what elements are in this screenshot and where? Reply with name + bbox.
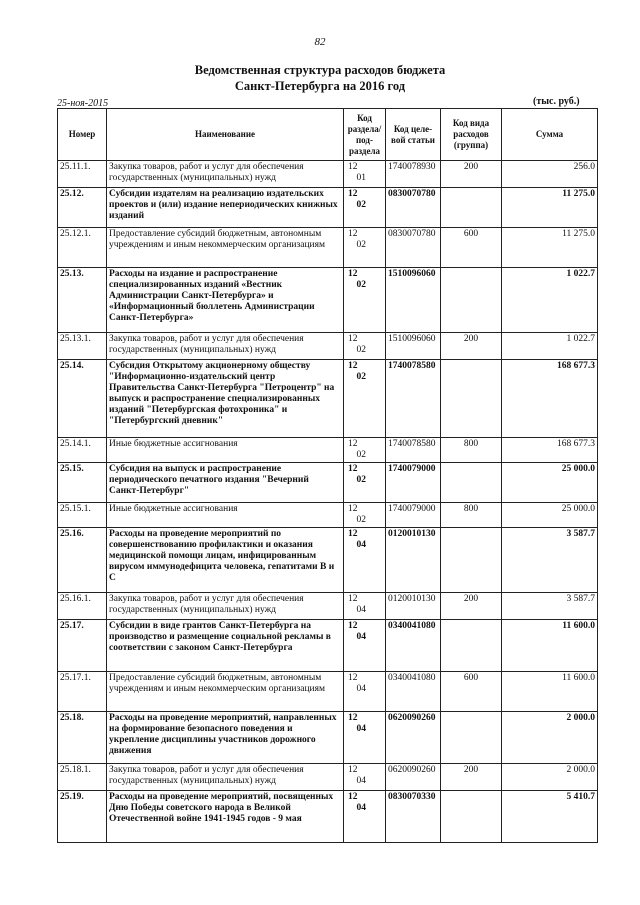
row-sum: 11 275.0 <box>502 228 598 268</box>
row-sec: 12 <box>348 792 358 802</box>
table-row <box>58 188 598 228</box>
row-article: 1740078580 <box>386 360 441 438</box>
row-sum: 5 410.7 <box>502 791 598 843</box>
row-sec: 12 <box>348 334 358 344</box>
row-section <box>344 438 386 463</box>
row-kind: 800 <box>441 503 502 528</box>
table-body <box>58 161 598 843</box>
row-num: 25.14.1. <box>58 438 107 463</box>
row-kind: 200 <box>441 764 502 791</box>
row-kind: 600 <box>441 228 502 268</box>
row-sum: 168 677.3 <box>502 360 598 438</box>
row-sub: 02 <box>356 475 366 485</box>
row-sub: 02 <box>356 240 366 250</box>
table-row <box>58 438 598 463</box>
row-kind <box>441 188 502 228</box>
row-section <box>344 791 386 843</box>
header-section: Код раздела/ под- раздела <box>344 109 386 161</box>
row-name: Закупка товаров, работ и услуг для обеспечения государственных (муниципальных) нужд <box>107 333 344 360</box>
document-date: 25-ноя-2015 <box>57 98 109 109</box>
table-row <box>58 228 598 268</box>
table-row <box>58 161 598 188</box>
row-sum: 11 275.0 <box>502 188 598 228</box>
row-kind <box>441 360 502 438</box>
row-section <box>344 712 386 764</box>
row-sub: 04 <box>356 724 366 734</box>
header-num: Номер <box>58 109 107 161</box>
row-sub: 04 <box>356 605 366 615</box>
row-section <box>344 764 386 791</box>
row-sub: 04 <box>356 776 366 786</box>
row-name: Закупка товаров, работ и услуг для обеспечения государственных (муниципальных) нужд <box>107 161 344 188</box>
row-num: 25.12.1. <box>58 228 107 268</box>
row-section <box>344 360 386 438</box>
row-sum: 1 022.7 <box>502 268 598 333</box>
row-kind <box>441 268 502 333</box>
row-num: 25.14. <box>58 360 107 438</box>
row-sub: 02 <box>356 345 366 355</box>
row-sec: 12 <box>348 713 358 723</box>
row-article: 1740078930 <box>386 161 441 188</box>
row-sum: 25 000.0 <box>502 463 598 503</box>
row-article: 0620090260 <box>386 712 441 764</box>
table-row <box>58 268 598 333</box>
row-name: Расходы на проведение мероприятий по совершенствованию профилактики и оказания медицинской помощи лицам, инфицированным вирусом иммунодефицита человека, гепатитами В и С <box>107 528 344 593</box>
row-sub: 04 <box>356 803 366 813</box>
header-article: Код целе- вой статьи <box>386 109 441 161</box>
row-article: 1740078580 <box>386 438 441 463</box>
row-article: 0620090260 <box>386 764 441 791</box>
row-sum: 3 587.7 <box>502 593 598 620</box>
row-sub: 02 <box>356 372 366 382</box>
row-article: 0830070330 <box>386 791 441 843</box>
row-sum: 2 000.0 <box>502 712 598 764</box>
row-num: 25.15. <box>58 463 107 503</box>
row-sum: 11 600.0 <box>502 620 598 672</box>
row-section <box>344 620 386 672</box>
row-num: 25.13. <box>58 268 107 333</box>
row-name: Иные бюджетные ассигнования <box>107 503 344 528</box>
row-sub: 02 <box>356 450 366 460</box>
row-num: 25.17. <box>58 620 107 672</box>
row-kind <box>441 791 502 843</box>
row-article: 0340041080 <box>386 672 441 712</box>
row-section <box>344 188 386 228</box>
document-title <box>0 62 640 94</box>
row-name: Субсидия на выпуск и распространение периодического печатного издания "Вечерний Санкт-Петербург" <box>107 463 344 503</box>
table-header <box>58 109 598 161</box>
row-name: Закупка товаров, работ и услуг для обеспечения государственных (муниципальных) нужд <box>107 764 344 791</box>
row-num: 25.19. <box>58 791 107 843</box>
row-num: 25.15.1. <box>58 503 107 528</box>
row-sub: 02 <box>356 200 366 210</box>
row-num: 25.18.1. <box>58 764 107 791</box>
row-name: Предоставление субсидий бюджетным, автономным учреждениям и иным некоммерческим организациям <box>107 228 344 268</box>
row-sec: 12 <box>348 229 358 239</box>
row-sub: 02 <box>356 515 366 525</box>
row-article: 0120010130 <box>386 528 441 593</box>
row-sec: 12 <box>348 361 358 371</box>
row-sec: 12 <box>348 621 358 631</box>
row-num: 25.11.1. <box>58 161 107 188</box>
table-row <box>58 620 598 672</box>
row-section <box>344 333 386 360</box>
row-article: 1740079000 <box>386 503 441 528</box>
table-row <box>58 672 598 712</box>
row-article: 1510096060 <box>386 268 441 333</box>
row-section <box>344 228 386 268</box>
page-number: 82 <box>314 36 326 48</box>
row-sec: 12 <box>348 464 358 474</box>
row-sub: 04 <box>356 684 366 694</box>
row-sec: 12 <box>348 673 358 683</box>
row-num: 25.13.1. <box>58 333 107 360</box>
expenses-table <box>57 108 598 843</box>
row-sec: 12 <box>348 269 358 279</box>
row-kind <box>441 620 502 672</box>
row-sub: 04 <box>356 632 366 642</box>
row-sec: 12 <box>348 439 358 449</box>
row-name: Субсидии издателям на реализацию издательских проектов и (или) издание непериодических книжных изданий <box>107 188 344 228</box>
row-sum: 168 677.3 <box>502 438 598 463</box>
row-num: 25.16. <box>58 528 107 593</box>
row-sub: 01 <box>356 173 366 183</box>
title-line-2: Санкт-Петербурга на 2016 год <box>234 79 406 93</box>
row-sec: 12 <box>348 765 358 775</box>
row-article: 1740079000 <box>386 463 441 503</box>
row-article: 1510096060 <box>386 333 441 360</box>
row-sub: 02 <box>356 280 366 290</box>
row-sec: 12 <box>348 189 358 199</box>
row-sub: 04 <box>356 540 366 550</box>
row-sum: 256.0 <box>502 161 598 188</box>
header-kind: Код вида расходов (группа) <box>441 109 502 161</box>
row-kind: 200 <box>441 593 502 620</box>
table-row <box>58 503 598 528</box>
row-kind <box>441 463 502 503</box>
row-kind: 600 <box>441 672 502 712</box>
row-kind <box>441 712 502 764</box>
row-sum: 11 600.0 <box>502 672 598 712</box>
row-kind: 800 <box>441 438 502 463</box>
table-row <box>58 463 598 503</box>
row-section <box>344 161 386 188</box>
row-sum: 25 000.0 <box>502 503 598 528</box>
row-sum: 3 587.7 <box>502 528 598 593</box>
row-section <box>344 528 386 593</box>
header-sum: Сумма <box>502 109 598 161</box>
row-kind: 200 <box>441 161 502 188</box>
row-section <box>344 463 386 503</box>
row-name: Расходы на издание и распространение специализированных изданий «Вестник Администрации Санкт-Петербурга» и «Информационный бюллетень Администрации Санкт-Петербурга» <box>107 268 344 333</box>
row-sec: 12 <box>348 594 358 604</box>
row-name: Закупка товаров, работ и услуг для обеспечения государственных (муниципальных) нужд <box>107 593 344 620</box>
row-num: 25.17.1. <box>58 672 107 712</box>
title-line-1: Ведомственная структура расходов бюджета <box>194 63 446 77</box>
table-row <box>58 333 598 360</box>
table-row <box>58 360 598 438</box>
row-name: Субсидии в виде грантов Санкт-Петербурга на производство и размещение социальной рекламы в соответствии с законом Санкт-Петербурга <box>107 620 344 672</box>
row-num: 25.16.1. <box>58 593 107 620</box>
row-sum: 1 022.7 <box>502 333 598 360</box>
table-row <box>58 791 598 843</box>
row-name: Расходы на проведение мероприятий, направленных на формирование безопасного поведения и укрепление дисциплины участников дорожного движения <box>107 712 344 764</box>
row-section <box>344 672 386 712</box>
row-article: 0830070780 <box>386 188 441 228</box>
table-row <box>58 764 598 791</box>
row-kind <box>441 528 502 593</box>
table-row <box>58 712 598 764</box>
row-name: Предоставление субсидий бюджетным, автономным учреждениям и иным некоммерческим организациям <box>107 672 344 712</box>
row-name: Расходы на проведение мероприятий, посвященных Дню Победы советского народа в Великой Отечественной войне 1941-1945 годов - 9 мая <box>107 791 344 843</box>
row-sec: 12 <box>348 504 358 514</box>
row-name: Иные бюджетные ассигнования <box>107 438 344 463</box>
row-num: 25.12. <box>58 188 107 228</box>
table-row <box>58 593 598 620</box>
row-sec: 12 <box>348 529 358 539</box>
row-article: 0120010130 <box>386 593 441 620</box>
row-sum: 2 000.0 <box>502 764 598 791</box>
row-article: 0340041080 <box>386 620 441 672</box>
table-row <box>58 528 598 593</box>
row-article: 0830070780 <box>386 228 441 268</box>
row-section <box>344 268 386 333</box>
row-num: 25.18. <box>58 712 107 764</box>
row-section <box>344 503 386 528</box>
row-section <box>344 593 386 620</box>
row-sec: 12 <box>348 162 358 172</box>
units-label: (тыс. руб.) <box>533 96 580 107</box>
row-name: Субсидия Открытому акционерному обществу "Информационно-издательский центр Правительства Санкт-Петербурга "Петроцентр" на выпуск и распространение специализированных изданий "Петербургская фотохроника" и "Петербургский дневник" <box>107 360 344 438</box>
header-name: Наименование <box>107 109 344 161</box>
row-kind: 200 <box>441 333 502 360</box>
